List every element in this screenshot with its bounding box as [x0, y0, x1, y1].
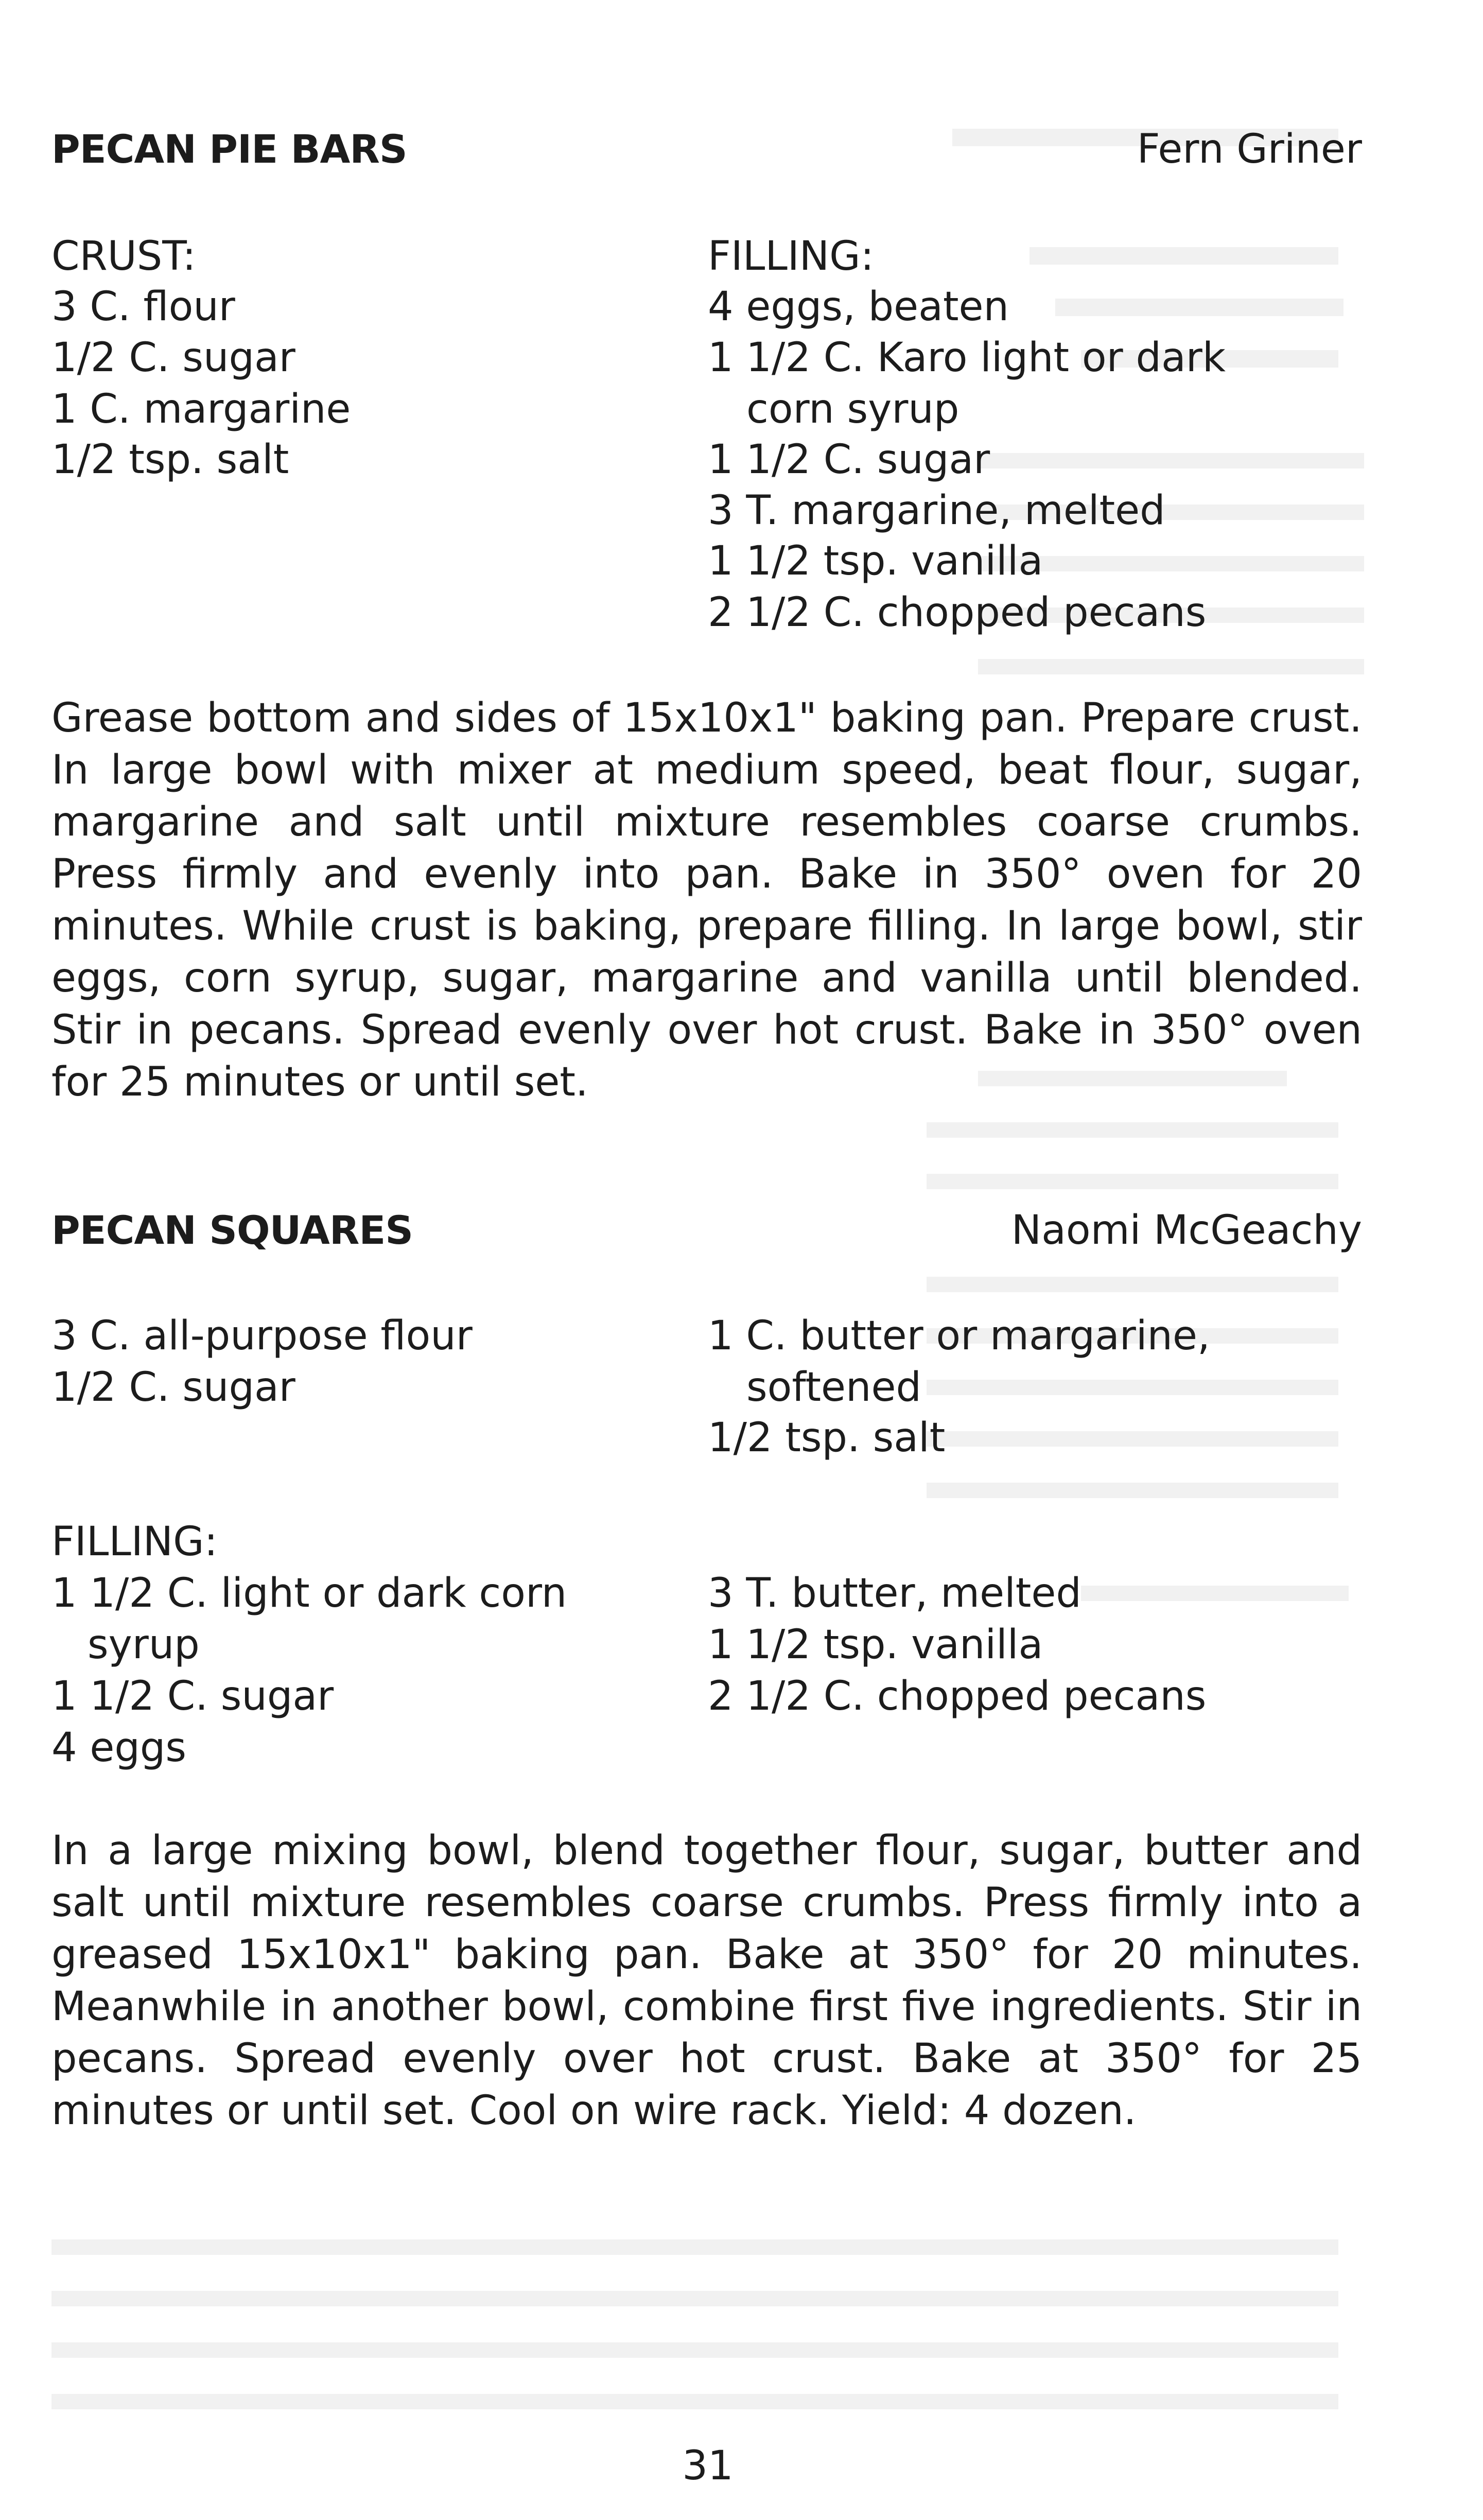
recipe-title: PECAN SQUARES: [51, 1207, 413, 1253]
ingredient: 4 eggs: [51, 1725, 187, 1771]
recipe-directions: In a large mixing bowl, blend together flour, sugar, butter and salt until mixture resembles coarse crumbs. Press firmly into a greased 15x10x1" baking pan. Bake at 350° for 20 minutes. Meanwhile in another bowl, combine first five ingredients. Stir in pecans. Spread evenly over hot crust. Bake at 350° for 25 minutes or until set. Cool on wire rack. Yield: 4 dozen.: [51, 1828, 1362, 2134]
recipe-directions: Grease bottom and sides of 15x10x1" baking pan. Prepare crust. In large bowl with mixer at medium speed, beat flour, sugar, margarine and salt until mixture resembles coarse crumbs. Press firmly and evenly into pan. Bake in 350° oven for 20 minutes. While crust is baking, prepare filling. In large bowl, stir eggs, corn syrup, sugar, margarine and vanilla until blended. Stir in pecans. Spread evenly over hot crust. Bake in 350° oven for 25 minutes or until set.: [51, 695, 1362, 1105]
ingredient: softened: [746, 1364, 921, 1411]
ingredient: 1 1/2 C. sugar: [51, 1673, 334, 1719]
ingredient: 1 1/2 C. Karo light or dark: [708, 335, 1226, 381]
recipe-title: PECAN PIE BARS: [51, 126, 407, 172]
ingredient: 3 C. flour: [51, 284, 235, 330]
ingredient: 2 1/2 C. chopped pecans: [708, 589, 1207, 636]
ingredient: 1/2 tsp. salt: [51, 437, 289, 483]
ingredient: 1 1/2 tsp. vanilla: [708, 1622, 1043, 1668]
ingredient: 4 eggs, beaten: [708, 284, 1009, 330]
ingredient: corn syrup: [746, 386, 959, 432]
crust-heading: CRUST:: [51, 233, 196, 280]
filling-heading: FILLING:: [708, 233, 874, 280]
ingredient: 1 C. butter or margarine,: [708, 1313, 1210, 1359]
ingredient: 1 1/2 C. sugar: [708, 437, 990, 483]
ingredient: 1 1/2 C. light or dark corn: [51, 1570, 567, 1617]
ingredient: 1 C. margarine: [51, 386, 351, 432]
ingredient: 1 1/2 tsp. vanilla: [708, 538, 1043, 584]
ingredient: 1/2 C. sugar: [51, 335, 295, 381]
ingredient: 3 C. all-purpose flour: [51, 1313, 473, 1359]
page-number: 31: [682, 2443, 734, 2489]
ingredient: 3 T. butter, melted: [708, 1570, 1081, 1617]
ingredient: 1/2 C. sugar: [51, 1364, 295, 1411]
ingredient: syrup: [88, 1622, 200, 1668]
recipe-author: Naomi McGeachy: [1011, 1207, 1362, 1254]
recipe-author: Fern Griner: [1137, 126, 1362, 172]
ingredient: 1/2 tsp. salt: [708, 1415, 946, 1461]
filling-heading: FILLING:: [51, 1519, 218, 1565]
ingredient: 2 1/2 C. chopped pecans: [708, 1673, 1207, 1719]
ingredient: 3 T. margarine, melted: [708, 488, 1165, 534]
